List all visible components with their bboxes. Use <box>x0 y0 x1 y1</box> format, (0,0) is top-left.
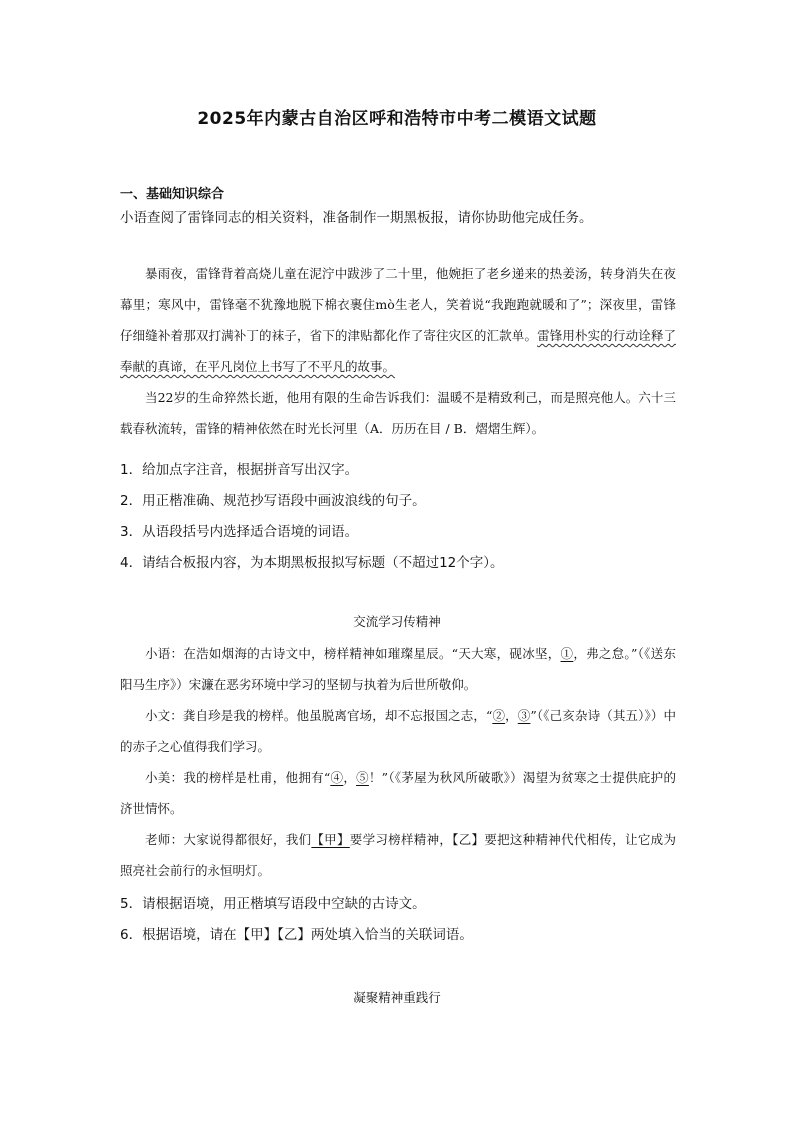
question-4: 4．请结合板报内容，为本期黑板报拟写标题（不超过12个字）。 <box>120 555 504 571</box>
blank-3: ③ <box>517 708 531 723</box>
blank-2: ② <box>492 708 506 723</box>
question-5: 5．请根据语境，用正楷填写语段中空缺的古诗文。 <box>120 896 426 912</box>
dialogue-teacher: 老师：大家说得都很好，我们【甲】要学习榜样精神，【乙】要把这种精神代代相传，让它成为照亮社会前行的永恒明灯。 <box>120 832 676 878</box>
question-2: 2．用正楷准确、规范抄写语段中画波浪线的句子。 <box>120 493 426 509</box>
passage-paragraph-1: 暴雨夜，雷锋背着高烧儿童在泥泞中跋涉了二十里，他婉拒了老乡递来的热姜汤，转身消失在夜幕里；寒风中，雷锋毫不犹豫地脱下棉衣裹住mò生老人，笑着说“我跑跑就暖和了”；深夜里，雷锋仔细缝补着那双打满补丁的袜子，省下的津贴都化作了寄往灾区的汇款单。雷锋用朴实的行动诠释了奉献的真谛，在平凡岗位上书写了不平凡的故事。 <box>120 266 676 374</box>
blank-5: ⑤ <box>356 770 369 785</box>
intro-text: 小语查阅了雷锋同志的相关资料，准备制作一期黑板报，请你协助他完成任务。 <box>120 210 593 226</box>
blank-jia: 【甲】 <box>311 832 350 847</box>
passage-paragraph-2: 当22岁的生命猝然长逝，他用有限的生命告诉我们：温暖不是精致利己，而是照亮他人。六十三载春秋流转，雷锋的精神依然在时光长河里（A．历历在目 / B．熠熠生辉）。 <box>120 390 676 436</box>
subsection-title-practice: 凝聚精神重践行 <box>353 990 441 1005</box>
dialogue-xiaoyu: 小语：在浩如烟海的古诗文中，榜样精神如璀璨星辰。“天大寒，砚冰坚，①，弗之怠。”（《送东阳马生序》）宋濂在恶劣环境中学习的坚韧与执着为后世所敬仰。 <box>120 646 676 692</box>
dialogue-xiaomei: 小美：我的榜样是杜甫，他拥有“④，⑤！”（《茅屋为秋风所破歌》）渴望为贫寒之士提供庇护的济世情怀。 <box>120 770 676 816</box>
question-3: 3．从语段括号内选择适合语境的词语。 <box>120 524 359 540</box>
blank-4: ④ <box>330 770 344 785</box>
dialogue-xiaowen: 小文：龚自珍是我的榜样。他虽脱离官场，却不忘报国之志，“②，③”（《己亥杂诗（其五）》）中的赤子之心值得我们学习。 <box>120 708 676 754</box>
subsection-title-exchange: 交流学习传精神 <box>353 614 441 629</box>
question-6: 6．根据语境，请在【甲】【乙】两处填入恰当的关联词语。 <box>120 927 473 943</box>
wavy-underlined-sentence: 雷锋用朴实的行动诠释了奉献的真谛，在平凡岗位上书写了不平凡的故事。 <box>120 328 676 374</box>
passage-leifeng <box>120 258 676 444</box>
question-1: 1．给加点字注音，根据拼音写出汉字。 <box>120 462 359 478</box>
blank-1: ① <box>560 646 574 661</box>
document-title: 2025年内蒙古自治区呼和浩特市中考二模语文试题 <box>197 109 597 129</box>
dialogue-block <box>120 638 676 886</box>
section-heading: 一、基础知识综合 <box>120 187 225 202</box>
